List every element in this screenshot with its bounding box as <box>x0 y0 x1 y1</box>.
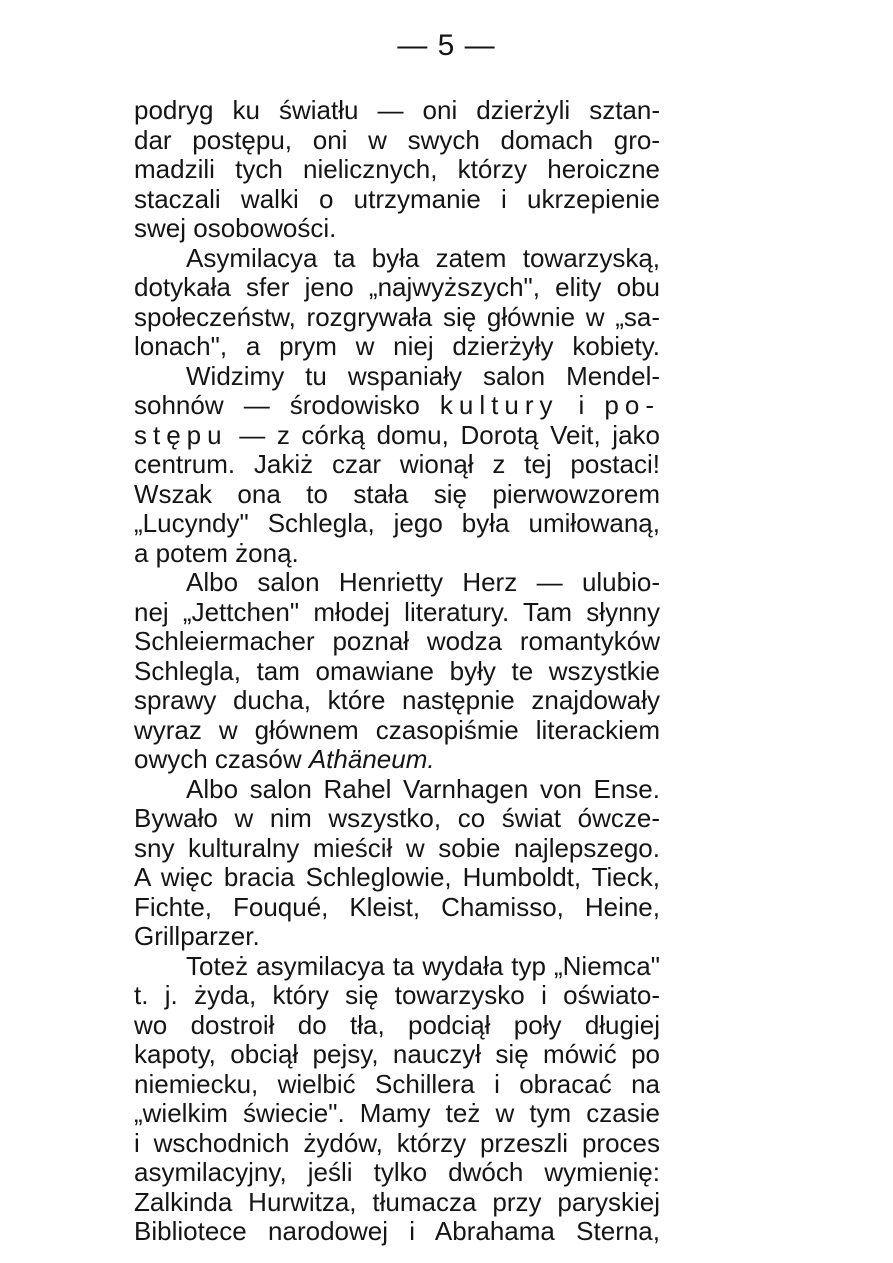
text-line: sny kulturalny mieścił w sobie najlepszego. <box>134 833 660 863</box>
text-line: Wszak ona to stała się pierwowzorem <box>134 479 660 509</box>
text-line: A więc bracia Schleglowie, Humboldt, Tieck, <box>134 863 660 892</box>
text-line: Zalkinda Hurwitza, tłumacza przy paryskiej <box>134 1187 660 1217</box>
text-line <box>134 421 660 451</box>
text-line: Bibliotece narodowej i Abrahama Sterna, <box>134 1217 660 1246</box>
text-line: staczali walki o utrzymanie i ukrzepienie <box>134 184 660 214</box>
text-line: podryg ku światłu — oni dzierżyli sztan- <box>134 96 660 125</box>
text-line: a potem żoną. <box>134 538 299 568</box>
page-number: — 5 — <box>397 29 496 62</box>
text-line: Schlegla, tam omawiane były te wszystkie <box>134 656 660 686</box>
text-line: Asymilacya ta była zatem towarzyską, <box>186 243 660 273</box>
text-span: owych czasów <box>134 745 309 774</box>
spaced-emphasis: stępu <box>134 420 228 450</box>
text-line: społeczeństw, rozgrywała się głównie w „sa- <box>134 302 660 332</box>
text-line: dar postępu, oni w swych domach gro- <box>134 125 660 155</box>
text-line: i wschodnich żydów, którzy przeszli proces <box>134 1128 660 1158</box>
text-line <box>134 391 660 421</box>
text-line: wo dostroił do tła, podciął poły długiej <box>134 1010 660 1040</box>
spaced-emphasis: po- <box>604 391 660 420</box>
text-line: sprawy ducha, które następnie znajdowały <box>134 686 660 715</box>
text-line: Bywało w nim wszystko, co świat ówcze- <box>134 804 660 833</box>
spaced-emphasis: kultury <box>439 391 559 420</box>
text-line: Toteż asymilacya ta wydała typ „Niemca" <box>186 951 660 981</box>
text-line: kapoty, obciął pejsy, nauczył się mówić po <box>134 1040 660 1069</box>
text-line: lonach", a prym w niej dzierżyły kobiety. <box>134 332 660 361</box>
text-span: — z córką domu, Dorotą Veit, jako <box>227 420 660 450</box>
text-line: Fichte, Fouqué, Kleist, Chamisso, Heine, <box>134 892 660 922</box>
journal-title: Athäneum. <box>308 745 435 774</box>
text-line: Widzimy tu wspaniały salon Mendel- <box>186 361 660 391</box>
text-span: i <box>558 391 605 420</box>
text-line: nej „Jettchen" młodej literatury. Tam słynny <box>134 597 660 627</box>
text-line: Albo salon Henrietty Herz — ulubio- <box>186 568 660 597</box>
text-span: sohnów — środowisko <box>134 391 440 420</box>
text-line: t. j. żyda, który się towarzysko i oświato- <box>134 981 660 1010</box>
body-text <box>134 96 660 1247</box>
text-line: Grillparzer. <box>134 922 260 951</box>
text-line: Albo salon Rahel Varnhagen von Ense. <box>186 774 660 804</box>
text-line: dotykała sfer jeno „najwyższych", elity obu <box>134 273 660 302</box>
text-line: „Lucyndy" Schlegla, jego była umiłowaną, <box>134 509 660 538</box>
text-line <box>134 745 660 775</box>
text-line: centrum. Jakiż czar wionął z tej postaci! <box>134 450 660 479</box>
text-line: madzili tych nielicznych, którzy heroiczne <box>134 155 660 184</box>
text-line: „wielkim świecie". Mamy też w tym czasie <box>134 1099 660 1128</box>
text-line: niemiecku, wielbić Schillera i obracać na <box>134 1069 660 1099</box>
text-line: asymilacyjny, jeśli tylko dwóch wymienię: <box>134 1158 660 1187</box>
text-line: Schleiermacher poznał wodza romantyków <box>134 627 660 656</box>
text-line: swej osobowości. <box>134 214 337 243</box>
text-line: wyraz w głównem czasopiśmie literackiem <box>134 715 660 745</box>
